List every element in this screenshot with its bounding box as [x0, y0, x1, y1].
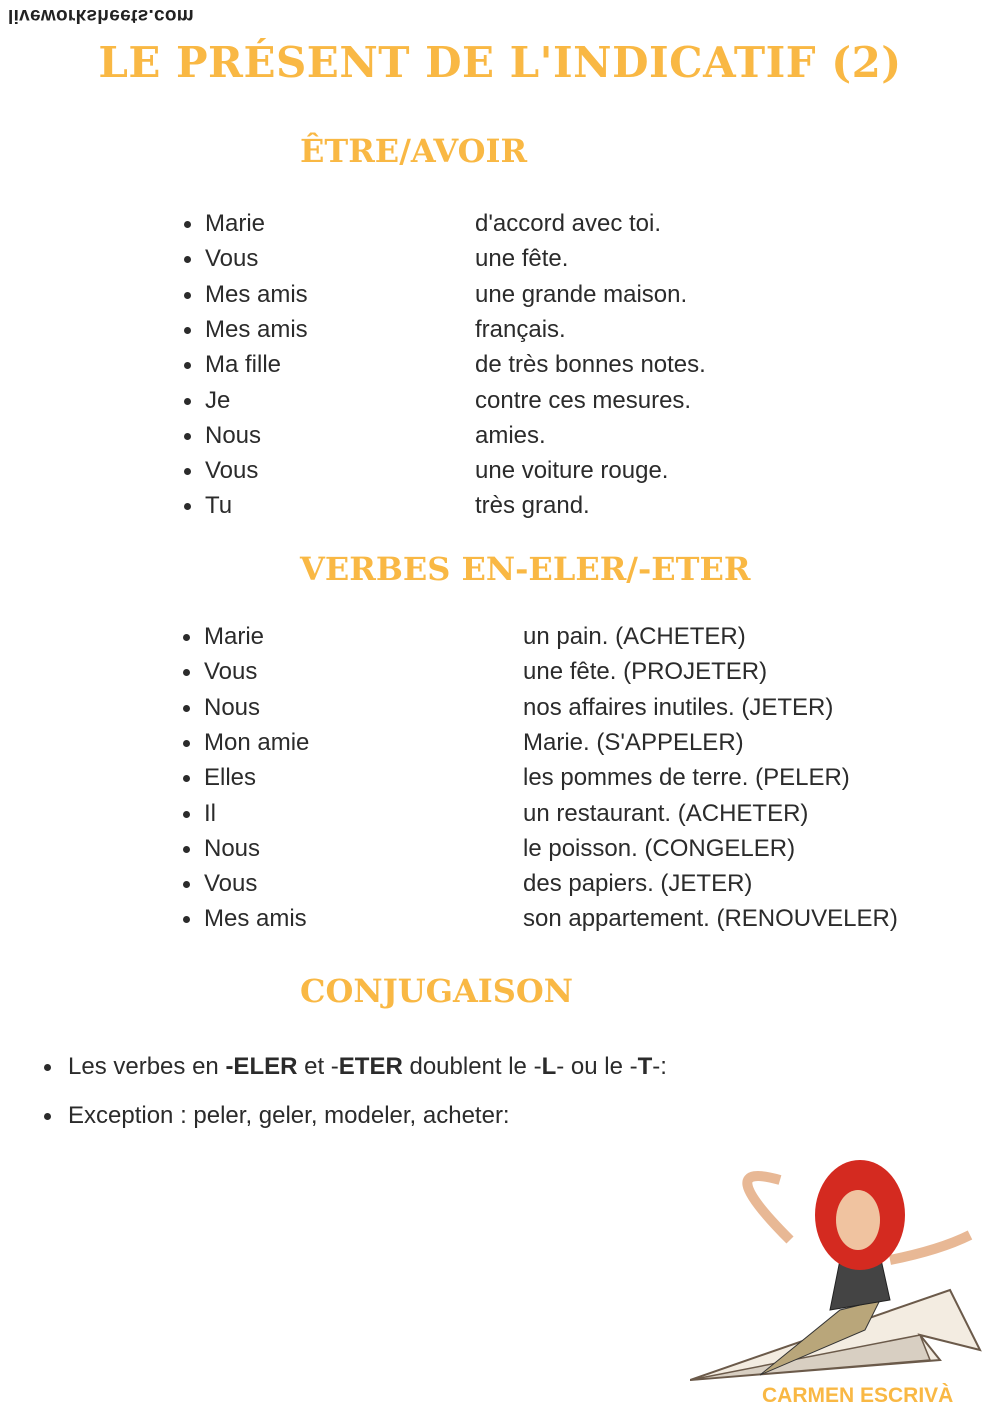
list-item [183, 657, 983, 687]
sentence-rest: des papiers. (JETER) [523, 870, 753, 898]
bullet-icon [183, 740, 190, 747]
bullet-icon [184, 433, 191, 440]
bullet-icon [183, 881, 190, 888]
bullet-icon [184, 221, 191, 228]
subject: Vous [205, 245, 259, 273]
sentence-rest: français. [475, 315, 566, 343]
bullet-icon [184, 292, 191, 299]
bullet-icon [184, 362, 191, 369]
bullet-icon [183, 705, 190, 712]
subject: Ma fille [205, 351, 282, 379]
subject: Vous [205, 457, 259, 485]
sentence-rest: nos affaires inutiles. (JETER) [523, 693, 834, 721]
sentence-rest: contre ces mesures. [475, 386, 692, 414]
list-item [183, 799, 983, 829]
bullet-icon [184, 468, 191, 475]
watermark: liveworksheets.com [8, 5, 194, 26]
sentence-rest: amies. [475, 421, 546, 449]
list-item [184, 456, 984, 486]
subject: Nous [204, 693, 261, 721]
subject: Mes amis [204, 905, 307, 933]
list-item [184, 244, 984, 274]
bullet-icon [184, 398, 191, 405]
list-item [183, 834, 983, 864]
bullet-icon [183, 811, 190, 818]
author-signature: CARMEN ESCRIVÀ [762, 1384, 954, 1407]
sentence-rest: un pain. (ACHETER) [523, 623, 746, 650]
subject: Tu [205, 492, 233, 520]
subject: Je [205, 386, 231, 414]
subject: Elles [204, 764, 257, 792]
page-title: LE PRÉSENT DE L'INDICATIF (2) [98, 38, 902, 87]
bullet-icon [183, 846, 190, 853]
sentence-rest: son appartement. (RENOUVELER) [523, 905, 898, 933]
subject: Il [204, 799, 216, 827]
list-item [183, 763, 983, 793]
sentence-rest: une voiture rouge. [475, 457, 669, 485]
bullet-icon [184, 256, 191, 263]
list-item [183, 622, 983, 652]
list-item [184, 386, 984, 416]
sentence-rest: de très bonnes notes. [475, 351, 706, 379]
subject: Mon amie [204, 728, 310, 756]
list-item [184, 209, 984, 239]
bullet-icon [184, 327, 191, 334]
list-item [184, 421, 984, 451]
conjugaison-rule: Les verbes en -ELER et -ETER doublent le -L- ou le -T-: [44, 1052, 667, 1082]
subject: Vous [204, 658, 258, 686]
subject: Nous [204, 834, 261, 862]
subject: Mes amis [205, 280, 308, 308]
list-item [184, 315, 984, 345]
bullet-icon [183, 669, 190, 676]
subject: Marie [204, 623, 265, 650]
list-item [183, 869, 983, 899]
bullet-icon [183, 634, 190, 641]
sentence-rest: le poisson. (CONGELER) [523, 834, 796, 862]
section-heading-verbes: VERBES EN-ELER/-ETER [300, 550, 751, 588]
list-item [183, 728, 983, 758]
conjugaison-exception: Exception : peler, geler, modeler, acheter: [44, 1101, 510, 1131]
sentence-rest: les pommes de terre. (PELER) [523, 764, 850, 792]
list-item [184, 350, 984, 380]
list-item [184, 280, 984, 310]
list-item [183, 693, 983, 723]
sentence-rest: d'accord avec toi. [475, 210, 662, 237]
subject: Marie [205, 210, 266, 237]
bullet-icon [183, 916, 190, 923]
subject: Mes amis [205, 315, 308, 343]
list-item [183, 904, 983, 934]
subject: Vous [204, 870, 258, 898]
sentence-rest: une grande maison. [475, 280, 688, 308]
sentence-rest: une fête. (PROJETER) [523, 658, 768, 686]
bullet-icon [183, 775, 190, 782]
sentence-rest: un restaurant. (ACHETER) [523, 799, 809, 827]
section-heading-etre-avoir: ÊTRE/AVOIR [300, 132, 528, 170]
sentence-rest: très grand. [475, 492, 590, 520]
sentence-rest: une fête. [475, 245, 569, 273]
sentence-rest: Marie. (S'APPELER) [523, 728, 744, 756]
subject: Nous [205, 421, 262, 449]
bullet-icon [184, 503, 191, 510]
section-heading-conjugaison: CONJUGAISON [300, 972, 573, 1010]
list-item [184, 491, 984, 521]
avatar-illustration [690, 1160, 990, 1390]
